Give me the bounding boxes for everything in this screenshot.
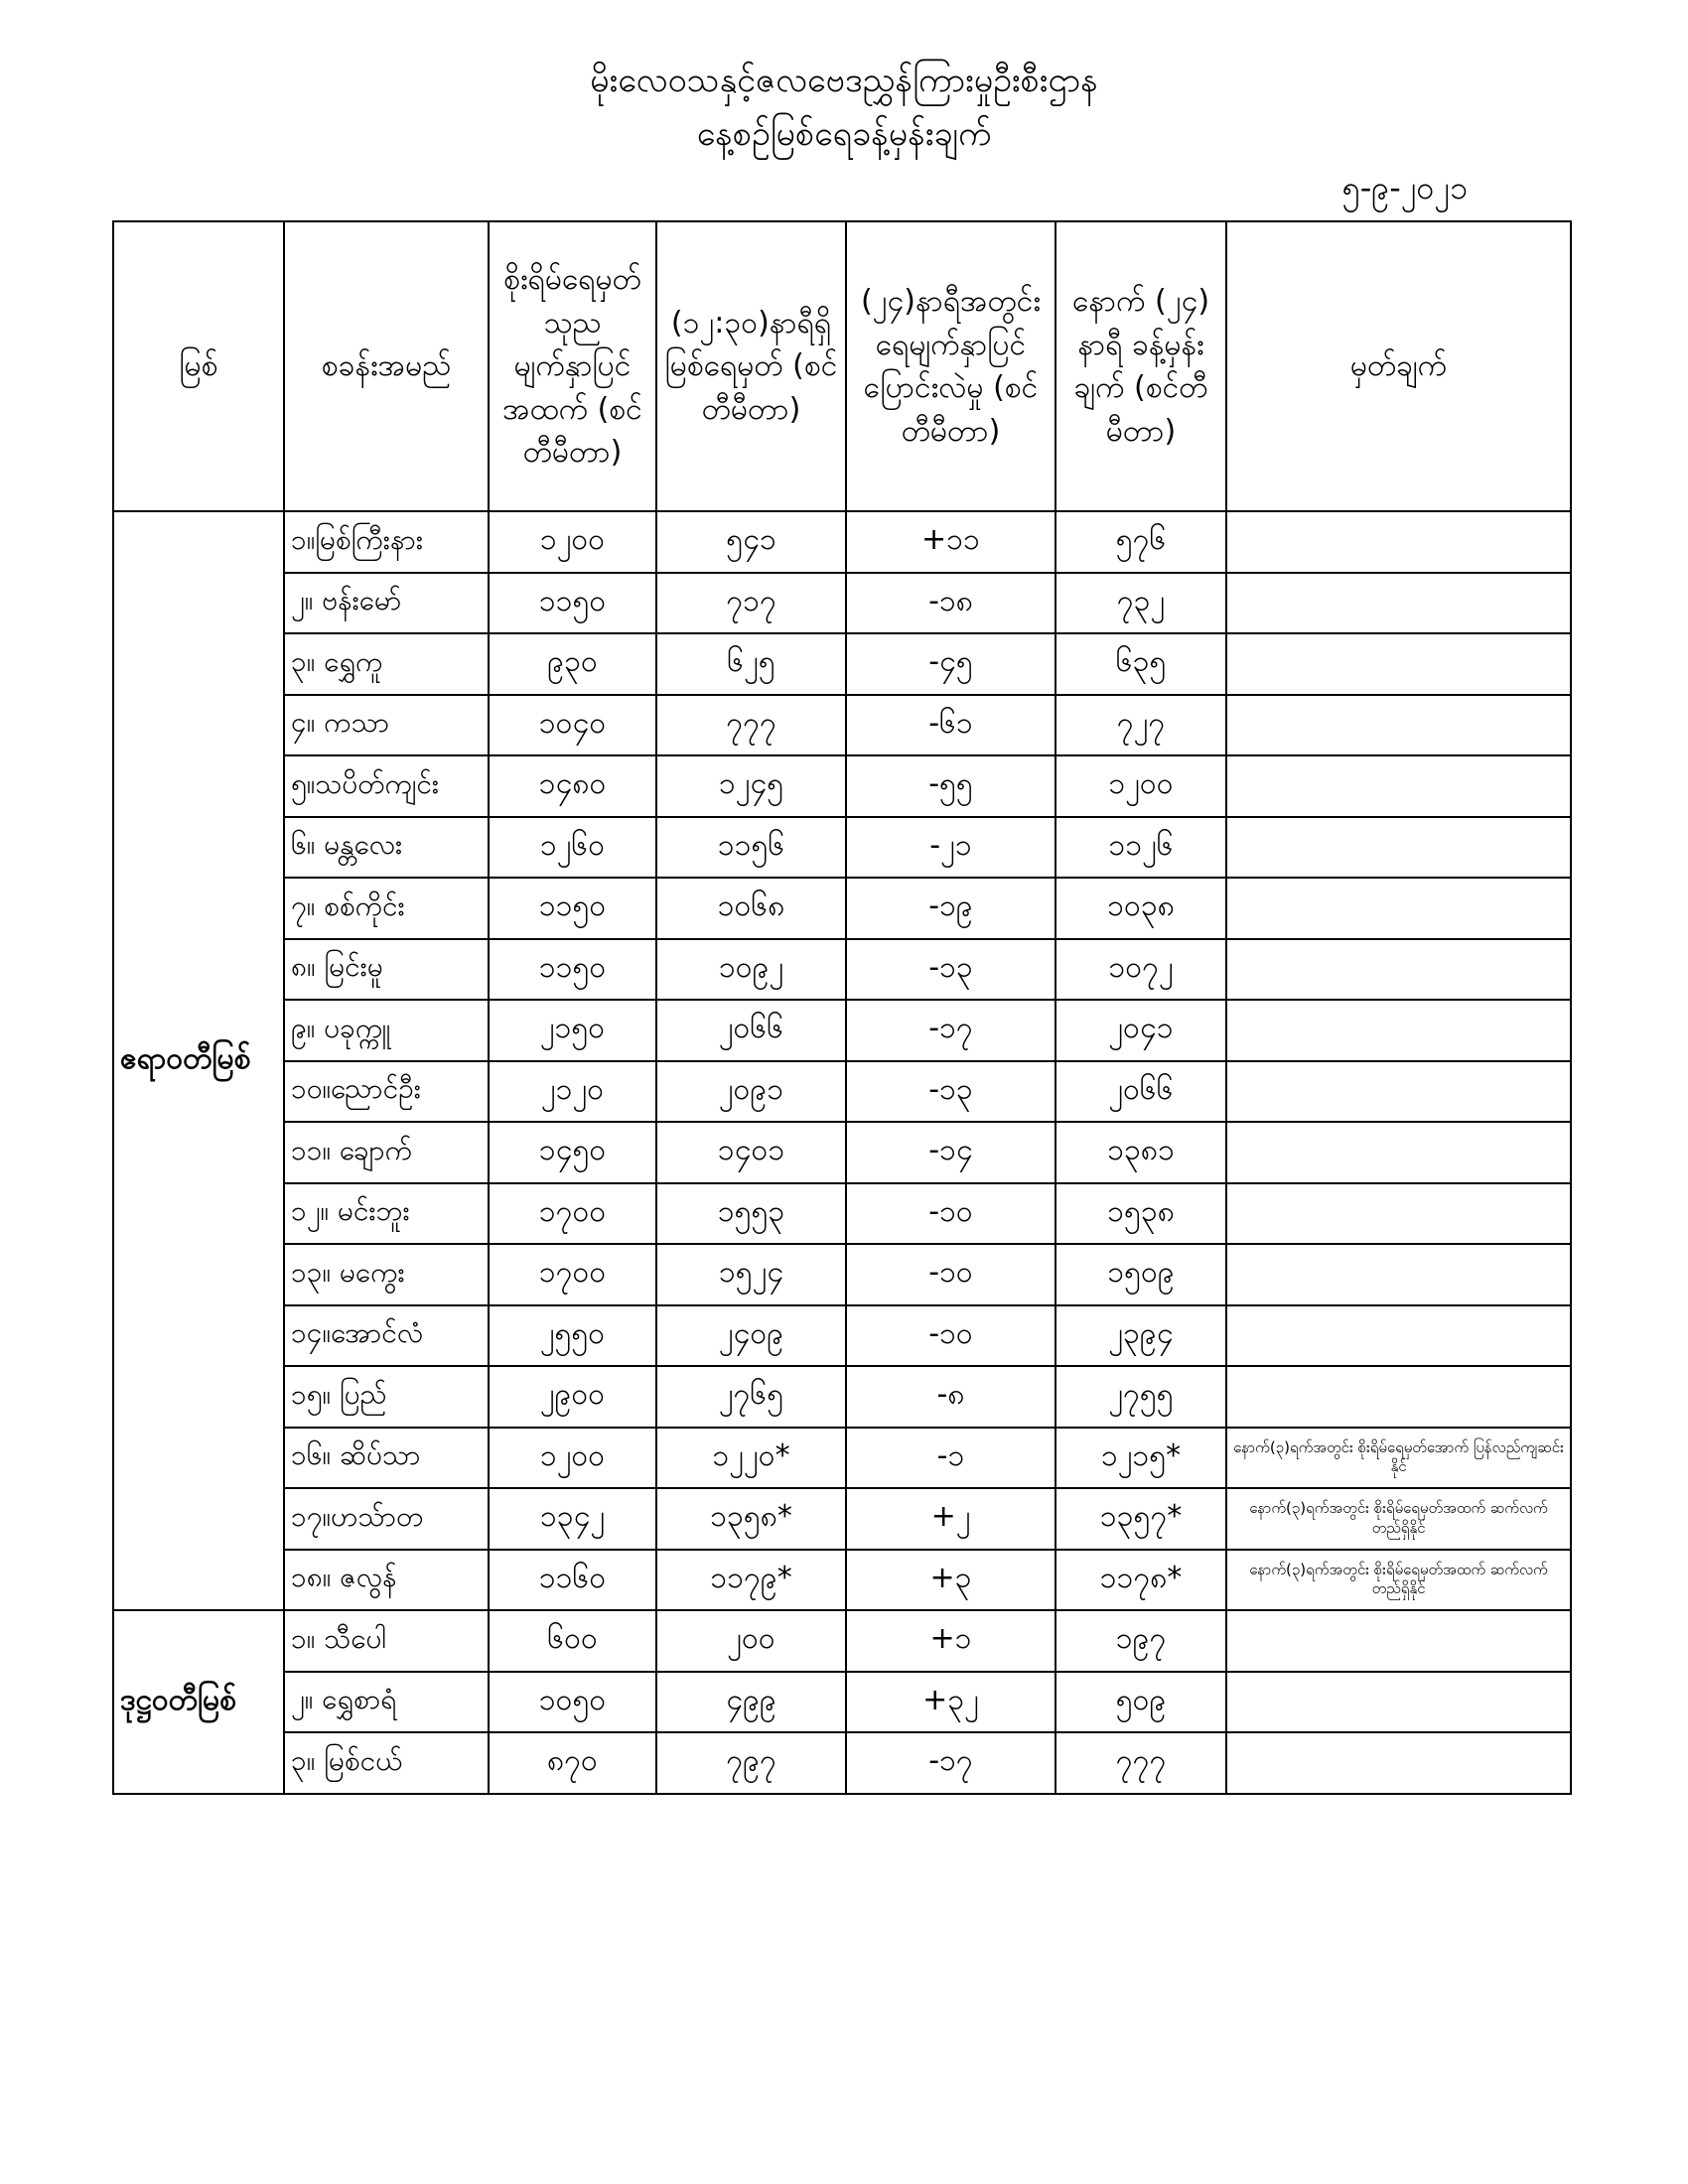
remark-cell: နောက်(၃)ရက်အတွင်း စိုးရိမ်ရေမှတ်အထက် ဆက်လက်တည်ရှိနိုင် [1226,1550,1571,1611]
change-cell: -၅၅ [846,755,1055,817]
remark-cell: နောက်(၃)ရက်အတွင်း စိုးရိမ်ရေမှတ်အောက် ပြန်လည်ကျဆင်းနိုင် [1226,1428,1571,1489]
forecast-cell: ၅၀၉ [1055,1672,1226,1733]
forecast-cell: ၅၇၆ [1055,511,1226,573]
header-forecast-24h: နောက် (၂၄) နာရီ ခန့်မှန်းချက် (စင်တီမီတာ) [1055,221,1226,511]
change-cell: -၁ [846,1428,1055,1489]
water-level-cell: ၂၀၀ [656,1610,846,1672]
forecast-cell: ၂၇၅၅ [1055,1366,1226,1428]
forecast-cell: ၁၂၀၀ [1055,755,1226,817]
danger-level-cell: ၁၀၅၀ [489,1672,656,1733]
station-cell: ၂။ ရွှေစာရံ [284,1672,489,1733]
water-level-cell: ၁၁၅၆ [656,817,846,879]
river-forecast-table [112,220,1572,1795]
change-cell: -၁၄ [846,1122,1055,1183]
danger-level-cell: ၁၁၅၀ [489,573,656,634]
danger-level-cell: ၁၇၀၀ [489,1244,656,1305]
header-water-level: (၁၂:၃၀)နာရီရှိ မြစ်ရေမှတ် (စင်တီမီတာ) [656,221,846,511]
danger-level-cell: ၁၄၅၀ [489,1122,656,1183]
remark-cell [1226,1305,1571,1367]
remark-cell [1226,573,1571,634]
report-date: ၅-၉-၂၀၂၁ [1341,169,1469,206]
station-cell: ၈။ မြင်းမူ [284,939,489,1001]
table-row [113,633,1571,695]
danger-level-cell: ၆၀၀ [489,1610,656,1672]
table-row [113,1672,1571,1733]
forecast-cell: ၂၀၄၁ [1055,1000,1226,1061]
change-cell: +၃၂ [846,1672,1055,1733]
river-name-cell: ဒုဋ္ဌဝတီမြစ် [113,1610,284,1794]
change-cell: -၁၀ [846,1183,1055,1245]
remark-cell [1226,1610,1571,1672]
water-level-cell: ၁၂၄၅ [656,755,846,817]
forecast-cell: ၁၅၀၉ [1055,1244,1226,1305]
forecast-cell: ၁၂၁၅* [1055,1428,1226,1489]
header-remarks: မှတ်ချက် [1226,221,1571,511]
forecast-cell: ၁၃၅၇* [1055,1488,1226,1550]
forecast-cell: ၁၉၇ [1055,1610,1226,1672]
water-level-cell: ၁၅၅၃ [656,1183,846,1245]
water-level-cell: ၆၂၅ [656,633,846,695]
danger-level-cell: ၁၁၆၀ [489,1550,656,1611]
forecast-cell: ၆၃၅ [1055,633,1226,695]
station-cell: ၅။သပိတ်ကျင်း [284,755,489,817]
forecast-cell: ၁၀၇၂ [1055,939,1226,1001]
water-level-cell: ၂၀၆၆ [656,1000,846,1061]
water-level-cell: ၁၅၂၄ [656,1244,846,1305]
water-level-cell: ၇၁၇ [656,573,846,634]
station-cell: ၃။ မြစ်ငယ် [284,1732,489,1794]
remark-cell [1226,1000,1571,1061]
forecast-cell: ၇၇၇ [1055,1732,1226,1794]
river-name-cell: ဧရာဝတီမြစ် [113,511,284,1610]
remark-cell [1226,1732,1571,1794]
table-row [113,817,1571,879]
remark-cell [1226,878,1571,939]
station-cell: ၁၅။ ပြည် [284,1366,489,1428]
table-row [113,1122,1571,1183]
station-cell: ၁၄။အောင်လံ [284,1305,489,1367]
forecast-cell: ၇၃၂ [1055,573,1226,634]
station-cell: ၁၂။ မင်းဘူး [284,1183,489,1245]
table-row [113,1061,1571,1123]
table-row [113,573,1571,634]
remark-cell [1226,511,1571,573]
water-level-cell: ၇၉၇ [656,1732,846,1794]
remark-cell [1226,817,1571,879]
danger-level-cell: ၁၇၀၀ [489,1183,656,1245]
table-body [113,511,1571,1794]
forecast-cell: ၁၁၂၆ [1055,817,1226,879]
station-cell: ၁၃။ မကွေး [284,1244,489,1305]
table-row [113,1244,1571,1305]
header-danger-level: စိုးရိမ်ရေမှတ် သုည မျက်နှာပြင် အထက် (စင်တီမီတာ) [489,221,656,511]
danger-level-cell: ၈၇၀ [489,1732,656,1794]
table-row [113,1305,1571,1367]
page-subtitle: နေ့စဉ်မြစ်ရေခန့်မှန်းချက် [696,114,992,154]
station-cell: ၉။ ပခုက္ကူ [284,1000,489,1061]
danger-level-cell: ၁၄၈၀ [489,755,656,817]
danger-level-cell: ၂၁၅၀ [489,1000,656,1061]
table-row [113,1610,1571,1672]
table-row [113,1732,1571,1794]
table-row [113,1183,1571,1245]
water-level-cell: ၁၁၇၉* [656,1550,846,1611]
water-level-cell: ၄၉၉ [656,1672,846,1733]
danger-level-cell: ၁၀၄၀ [489,695,656,756]
table-row [113,939,1571,1001]
remark-cell [1226,695,1571,756]
change-cell: -၁၃ [846,1061,1055,1123]
table-row [113,1550,1571,1611]
forecast-cell: ၁၃၈၁ [1055,1122,1226,1183]
change-cell: -၁၀ [846,1244,1055,1305]
water-level-cell: ၁၄၀၁ [656,1122,846,1183]
danger-level-cell: ၂၉၀၀ [489,1366,656,1428]
water-level-cell: ၁၀၉၂ [656,939,846,1001]
header-change-24h: (၂၄)နာရီအတွင်း ရေမျက်နှာပြင် ပြောင်းလဲမှု (စင်တီမီတာ) [846,221,1055,511]
danger-level-cell: ၁၂၀၀ [489,511,656,573]
danger-level-cell: ၁၂၆၀ [489,817,656,879]
change-cell: -၁၃ [846,939,1055,1001]
station-cell: ၂။ ဗန်းမော် [284,573,489,634]
danger-level-cell: ၁၁၅၀ [489,878,656,939]
forecast-cell: ၂၃၉၄ [1055,1305,1226,1367]
change-cell: -၆၁ [846,695,1055,756]
station-cell: ၁၁။ ချောက် [284,1122,489,1183]
danger-level-cell: ၁၃၄၂ [489,1488,656,1550]
station-cell: ၁၆။ ဆိပ်သာ [284,1428,489,1489]
remark-cell: နောက်(၃)ရက်အတွင်း စိုးရိမ်ရေမှတ်အထက် ဆက်လက်တည်ရှိနိုင် [1226,1488,1571,1550]
header-river: မြစ် [113,221,284,511]
header-station: စခန်းအမည် [284,221,489,511]
change-cell: -၂၁ [846,817,1055,879]
station-cell: ၁၈။ ဇလွန် [284,1550,489,1611]
station-cell: ၃။ ရွှေကူ [284,633,489,695]
change-cell: -၁၈ [846,573,1055,634]
remark-cell [1226,1061,1571,1123]
change-cell: +၂ [846,1488,1055,1550]
danger-level-cell: ၁၁၅၀ [489,939,656,1001]
station-cell: ၄။ ကသာ [284,695,489,756]
station-cell: ၁၀။ညောင်ဦး [284,1061,489,1123]
change-cell: +၃ [846,1550,1055,1611]
table-row [113,755,1571,817]
table-row [113,1000,1571,1061]
danger-level-cell: ၁၂၀၀ [489,1428,656,1489]
forecast-cell: ၁၅၃၈ [1055,1183,1226,1245]
remark-cell [1226,1366,1571,1428]
forecast-cell: ၂၀၆၆ [1055,1061,1226,1123]
water-level-cell: ၂၀၉၁ [656,1061,846,1123]
danger-level-cell: ၂၁၂၀ [489,1061,656,1123]
station-cell: ၁၇။ဟသ်ာတ [284,1488,489,1550]
table-row [113,1488,1571,1550]
table-row [113,511,1571,573]
station-cell: ၆။ မန္တလေး [284,817,489,879]
change-cell: -၁၀ [846,1305,1055,1367]
danger-level-cell: ၉၃၀ [489,633,656,695]
forecast-cell: ၁၀၃၈ [1055,878,1226,939]
table-row [113,878,1571,939]
station-cell: ၁။မြစ်ကြီးနား [284,511,489,573]
change-cell: +၁၁ [846,511,1055,573]
change-cell: -၁၇ [846,1000,1055,1061]
remark-cell [1226,1122,1571,1183]
table-row [113,1366,1571,1428]
remark-cell [1226,755,1571,817]
station-cell: ၁။ သီပေါ [284,1610,489,1672]
remark-cell [1226,1244,1571,1305]
water-level-cell: ၂၇၆၅ [656,1366,846,1428]
change-cell: -၄၅ [846,633,1055,695]
remark-cell [1226,939,1571,1001]
change-cell: +၁ [846,1610,1055,1672]
table-row [113,695,1571,756]
water-level-cell: ၁၀၆၈ [656,878,846,939]
water-level-cell: ၂၄၀၉ [656,1305,846,1367]
remark-cell [1226,1672,1571,1733]
water-level-cell: ၅၄၁ [656,511,846,573]
change-cell: -၁၇ [846,1732,1055,1794]
water-level-cell: ၁၃၅၈* [656,1488,846,1550]
forecast-cell: ၁၁၇၈* [1055,1550,1226,1611]
water-level-cell: ၁၂၂၀* [656,1428,846,1489]
remark-cell [1226,633,1571,695]
station-cell: ၇။ စစ်ကိုင်း [284,878,489,939]
remark-cell [1226,1183,1571,1245]
table-header-row [113,221,1571,511]
change-cell: -၈ [846,1366,1055,1428]
table-row [113,1428,1571,1489]
change-cell: -၁၉ [846,878,1055,939]
water-level-cell: ၇၇၇ [656,695,846,756]
danger-level-cell: ၂၅၅၀ [489,1305,656,1367]
page-title: မိုးလေဝသနှင့်ဇလဗေဒညွှန်ကြားမှုဦးစီးဌာန [590,61,1098,100]
forecast-cell: ၇၂၇ [1055,695,1226,756]
